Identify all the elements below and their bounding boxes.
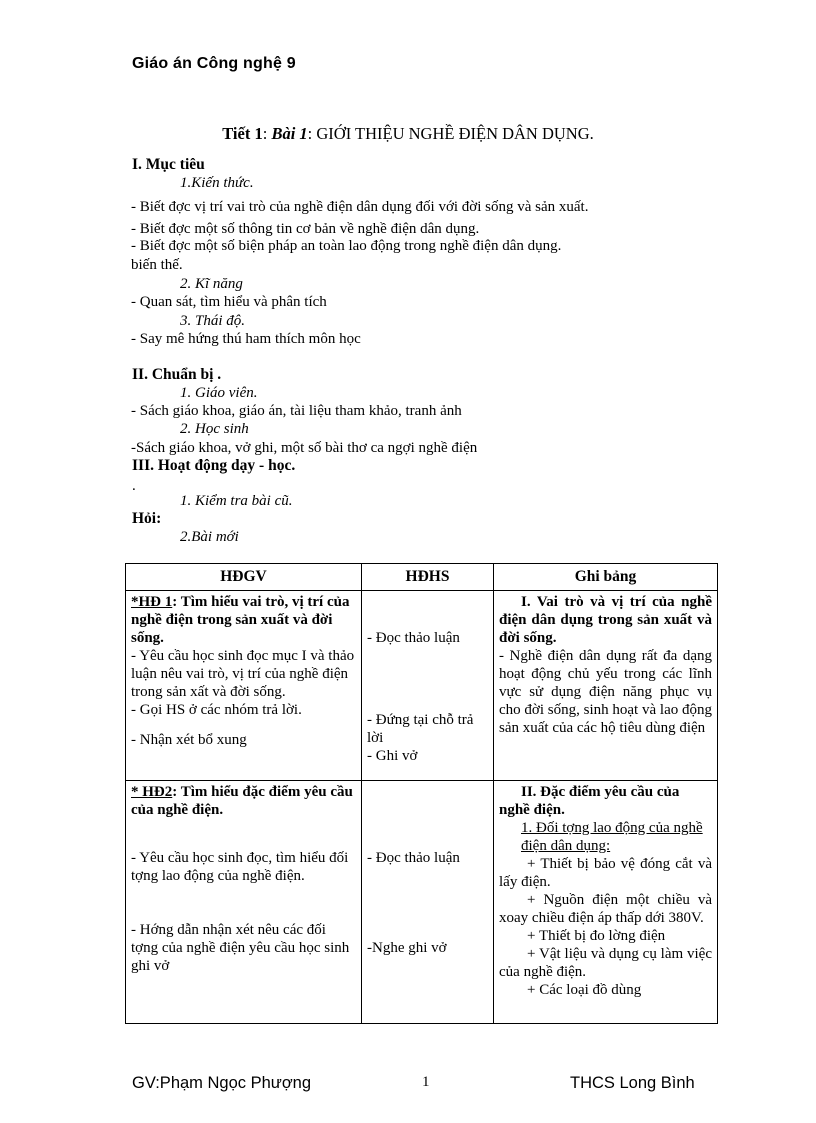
row2-board-title: II. Đặc điểm yêu cầu của nghề điện. (499, 784, 680, 818)
row1-teacher-step: - Gọi HS ở các nhóm trả lời. (131, 702, 302, 718)
section-objectives-heading: I. Mục tiêu (132, 156, 205, 173)
check-old-lesson-label: 1. Kiểm tra bài cũ. (180, 493, 293, 509)
row1-teacher-cell (126, 591, 362, 781)
row2-board-content (499, 783, 712, 1017)
row1-board-cell (494, 591, 718, 781)
row2-board-item: + Thiết bị bảo vệ đóng cắt và lấy điện. (499, 856, 712, 890)
section-activities-heading: III. Hoạt động dạy - học. (132, 457, 296, 474)
lesson-title (0, 124, 816, 144)
lesson-name: : GIỚI THIỆU NGHỀ ĐIỆN DÂN DỤNG. (307, 124, 594, 143)
row2-board-item: + Vật liệu và dụng cụ làm việc của nghề điện. (499, 946, 712, 980)
row2-teacher-cell (126, 781, 362, 1024)
knowledge-item: biến thế. (131, 257, 183, 273)
new-lesson-label: 2.Bài mới (180, 529, 239, 545)
row1-student-step: - Đọc thảo luận (367, 630, 460, 646)
lesson-activity-table (125, 563, 718, 1024)
row2-board-cell (494, 781, 718, 1024)
student-item: -Sách giáo khoa, vở ghi, một số bài thơ ca ngợi nghề điện (131, 440, 478, 456)
row2-board-item: + Thiết bị đo lờng điện (527, 928, 666, 944)
col-header-ghi-bang: Ghi bảng (494, 564, 718, 591)
activity2-title: * HĐ2: Tìm hiểu đặc điểm yêu cầu của nghề điện. (131, 784, 353, 818)
document-header: Giáo án Công nghệ 9 (132, 55, 296, 72)
attitude-item: - Say mê hứng thú ham thích môn học (131, 331, 361, 347)
lesson-colon: : (262, 124, 272, 143)
knowledge-item: - Biết đợc một số thông tin cơ bản về nghề điện dân dụng. (131, 221, 480, 237)
knowledge-label: 1.Kiến thức. (180, 175, 254, 191)
row1-board-title: I. Vai trò và vị trí của nghề điện dân dụng trong sản xuất và đời sống. (499, 594, 712, 646)
col-header-hdhs: HĐHS (362, 564, 494, 591)
footer-school: THCS Long Bình (570, 1074, 695, 1092)
teacher-label: 1. Giáo viên. (180, 385, 258, 401)
knowledge-item: - Biết đợc một số biện pháp an toàn lao động trong nghề điện dân dụng. (131, 238, 562, 254)
knowledge-item: - Biết đợc vị trí vai trò của nghề điện dân dụng đối với đời sống và sản xuất. (131, 199, 589, 215)
table-header-row (126, 564, 718, 591)
row2-student-step: -Nghe ghi vở (367, 940, 447, 956)
skill-label: 2. Kĩ năng (180, 276, 243, 292)
ask-label: Hỏi: (132, 510, 162, 527)
row2-teacher-step: - Yêu cầu học sinh đọc, tìm hiểu đối tợng lao động của nghề điện. (131, 850, 349, 884)
lesson-bai: Bài 1 (271, 124, 308, 143)
row2-student-cell (362, 781, 494, 1024)
row1-student-step: - Đứng tại chỗ trả lời (367, 712, 474, 746)
lesson-number: Tiết 1 (222, 124, 263, 143)
attitude-label: 3. Thái độ. (180, 313, 246, 329)
row1-teacher-step: - Yêu cầu học sinh đọc mục I và thảo luận nêu vai trò, vị trí của nghề điện trong sản xất và đời sống. (131, 648, 355, 700)
row2-student-step: - Đọc thảo luận (367, 850, 460, 866)
table-row (126, 781, 718, 1024)
row1-teacher-step: - Nhận xét bổ xung (131, 732, 247, 748)
activity1-title: *HĐ 1: Tìm hiểu vai trò, vị trí của nghề điện trong sản xuất và đời sống. (131, 594, 350, 646)
row1-student-cell (362, 591, 494, 781)
teacher-item: - Sách giáo khoa, giáo án, tài liệu tham khảo, tranh ảnh (131, 403, 462, 419)
student-label: 2. Học sinh (180, 421, 249, 437)
row2-teacher-step: - Hớng dẫn nhận xét nêu các đối tợng của nghề điện yêu cầu học sinh ghi vở (131, 922, 350, 974)
row2-board-subtitle: 1. Đối tợng lao động của nghề điện dân dụng: (521, 820, 703, 854)
table-row (126, 591, 718, 781)
footer-teacher: GV:Phạm Ngọc Phượng (132, 1074, 312, 1092)
skill-item: - Quan sát, tìm hiểu và phân tích (131, 294, 327, 310)
page-number: 1 (422, 1074, 430, 1090)
col-header-hdgv: HĐGV (126, 564, 362, 591)
stray-dot: . (132, 478, 136, 494)
row1-board-text: - Nghề điện dân dụng rất đa dạng hoạt động chủ yếu trong các lĩnh vực sử dụng điện năng phục vụ cho đời sống, sinh hoạt và lao động sản xuất của các hộ tiêu dùng điện (499, 648, 712, 736)
row1-student-step: - Ghi vở (367, 748, 418, 764)
row2-board-item: + Nguồn điện một chiều và xoay chiều điện áp thấp dới 380V. (499, 892, 712, 926)
row2-board-item: + Các loại đồ dùng (527, 982, 642, 998)
section-preparation-heading: II. Chuẩn bị . (132, 366, 222, 383)
